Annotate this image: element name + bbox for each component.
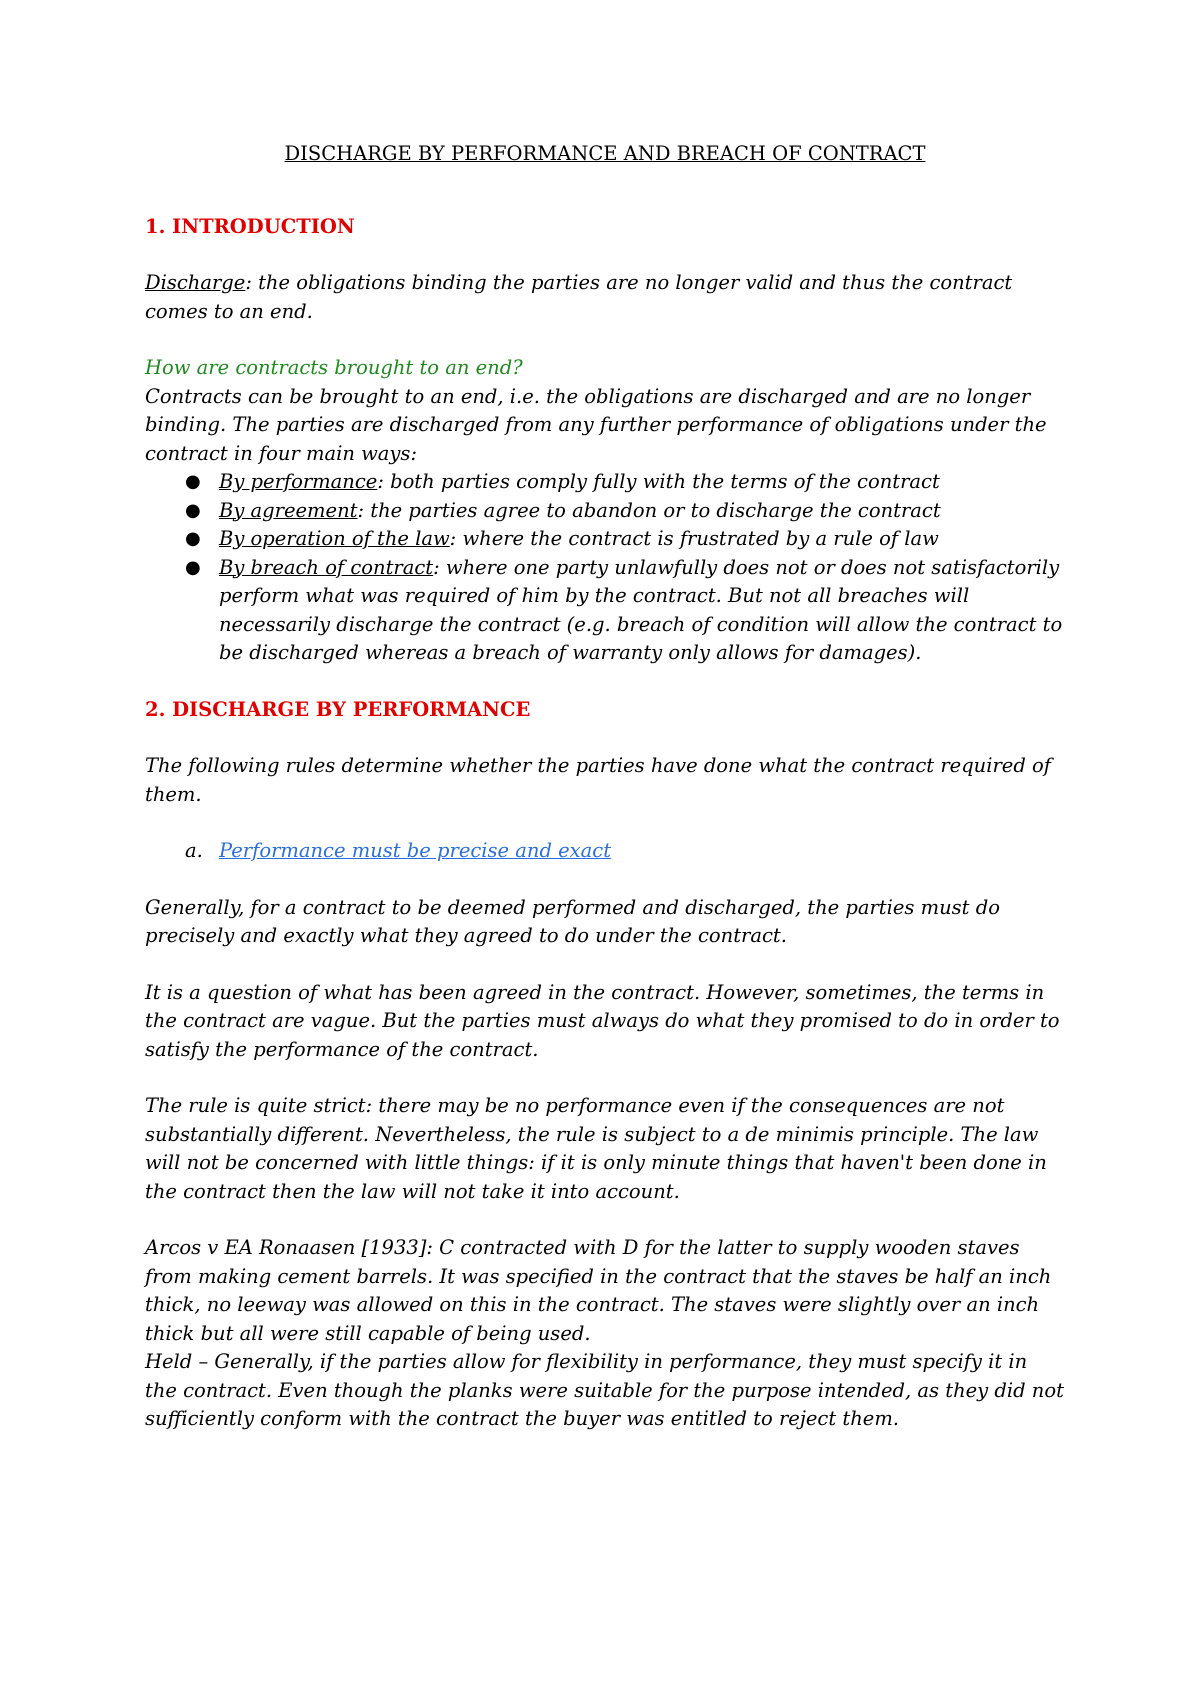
bullet-icon: ● [185, 528, 201, 549]
document-page [145, 140, 1065, 1462]
list-item [145, 525, 1065, 554]
document-title: DISCHARGE BY PERFORMANCE AND BREACH OF CONTRACT [284, 142, 926, 165]
bullet-icon: ● [185, 499, 201, 521]
subsection-link-precise-exact[interactable]: Performance must be precise and exact [219, 839, 612, 862]
list-item [145, 554, 1065, 668]
list-item-term: By agreement [219, 498, 358, 522]
list-item-text: : where one party unlawfully does not or does not satisfactorily perform what was required of him by the contract. But not all breaches will necessarily discharge the contract (e.g. breach of condition will allow the contract to be discharged whereas a breach of warranty only allows for damages). [219, 555, 1063, 664]
case-arcos: Arcos v EA Ronaasen [1933]: C contracted with D for the latter to supply wooden staves from making cement barrels. It was specified in the contract that the staves be half an inch thick, no leeway was allowed on this in the contract. The staves were slightly over an inch thick but all were still capable of being used. [145, 1236, 1052, 1345]
list-item-term: By breach of contract [219, 555, 434, 579]
discharge-definition [145, 269, 1065, 326]
subsection-marker: a. [185, 839, 203, 862]
list-item [145, 497, 1065, 526]
performance-intro: The following rules determine whether the parties have done what the contract required of them. [145, 754, 1051, 806]
list-item [145, 468, 1065, 497]
subsection-a [145, 837, 1065, 866]
case-held: Held – Generally, if the parties allow for flexibility in performance, they must specify it in the contract. Even though the planks were suitable for the purpose intended, as they did not sufficiently conform with the contract the buyer was entitled to reject them. [145, 1350, 1064, 1430]
discharge-ways-list [145, 468, 1065, 668]
list-item-text: : both parties comply fully with the terms of the contract [377, 470, 940, 493]
list-item-term: By operation of the law [219, 527, 450, 550]
intro-paragraph: Contracts can be brought to an end, i.e. the obligations are discharged and are no longer binding. The parties are discharged from any further performance of obligations under the contract in four main ways: [145, 384, 1047, 465]
list-item-text: : where the contract is frustrated by a rule of law [449, 527, 939, 550]
list-item-term: By performance [219, 470, 378, 493]
bullet-icon: ● [185, 556, 201, 578]
paragraph-strict-rule: The rule is quite strict: there may be no performance even if the consequences are not substantially different. Nevertheless, the rule is subject to a de minimis principle. The law will not be concerned with little things: if it is only minute things that haven't been done in the contract then the law will not take it into account. [145, 1094, 1047, 1203]
question-heading: How are contracts brought to an end? [145, 356, 523, 379]
paragraph-question: It is a question of what has been agreed in the contract. However, sometimes, the terms in the contract are vague. But the parties must always do what they promised to do in order to satisfy the performance of the contract. [145, 980, 1060, 1061]
bullet-icon: ● [185, 471, 201, 492]
section-heading-discharge-by-performance: 2. DISCHARGE BY PERFORMANCE [145, 697, 531, 721]
discharge-text: : the obligations binding the parties are no longer valid and thus the contract comes to an end. [145, 271, 1013, 323]
paragraph-generally: Generally, for a contract to be deemed performed and discharged, the parties must do precisely and exactly what they agreed to do under the contract. [145, 895, 1000, 947]
section-heading-introduction: 1. INTRODUCTION [145, 214, 355, 238]
list-item-text: : the parties agree to abandon or to discharge the contract [357, 498, 941, 522]
discharge-term: Discharge [145, 271, 246, 294]
